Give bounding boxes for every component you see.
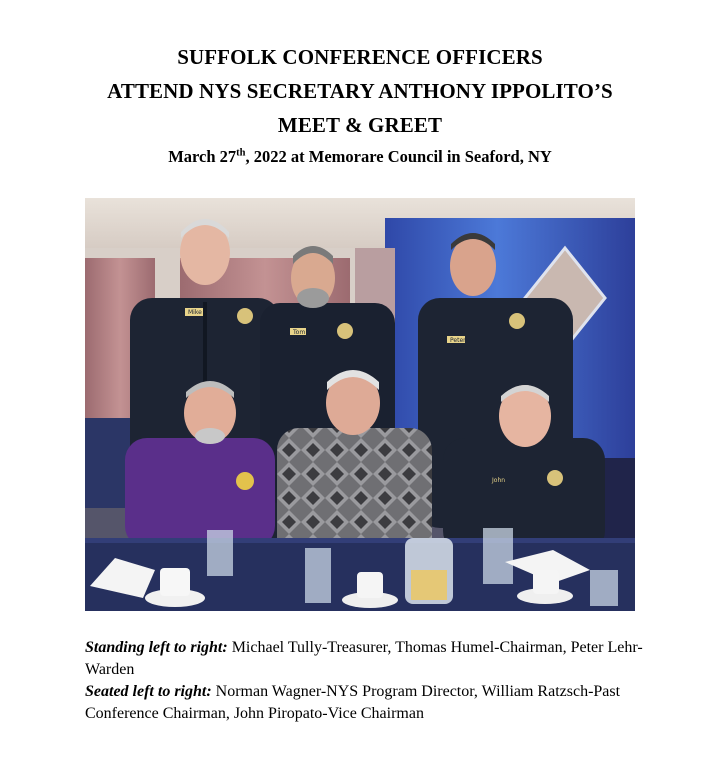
badge-name-4: John: [492, 477, 506, 484]
date-ordinal: th: [236, 147, 246, 159]
date-prefix: March 27: [168, 147, 237, 166]
event-date-line: [0, 146, 720, 168]
headline-line-2: ATTEND NYS SECRETARY ANTHONY IPPOLITO’S: [107, 79, 613, 103]
badge-name-2: Tom: [293, 329, 306, 336]
headline-line-1: SUFFOLK CONFERENCE OFFICERS: [177, 45, 543, 69]
group-photo: [85, 198, 635, 611]
badge-name-1: Mike: [188, 309, 202, 316]
headline-line-3: MEET & GREET: [277, 113, 443, 137]
caption-standing-label: Standing left to right:: [85, 639, 228, 656]
photo-caption: [85, 637, 645, 725]
caption-seated: [85, 681, 645, 725]
caption-standing: [85, 637, 645, 681]
caption-standing-names: Michael Tully-Treasurer, Thomas Humel-Chairman, Peter Lehr-Warden: [85, 639, 643, 678]
caption-seated-names: Norman Wagner-NYS Program Director, William Ratzsch-Past Conference Chairman, John Piropato-Vice Chairman: [85, 683, 621, 722]
caption-seated-label: Seated left to right:: [85, 683, 212, 700]
badge-name-3: Peter: [450, 337, 466, 344]
date-rest: , 2022 at Memorare Council in Seaford, NY: [245, 147, 552, 166]
